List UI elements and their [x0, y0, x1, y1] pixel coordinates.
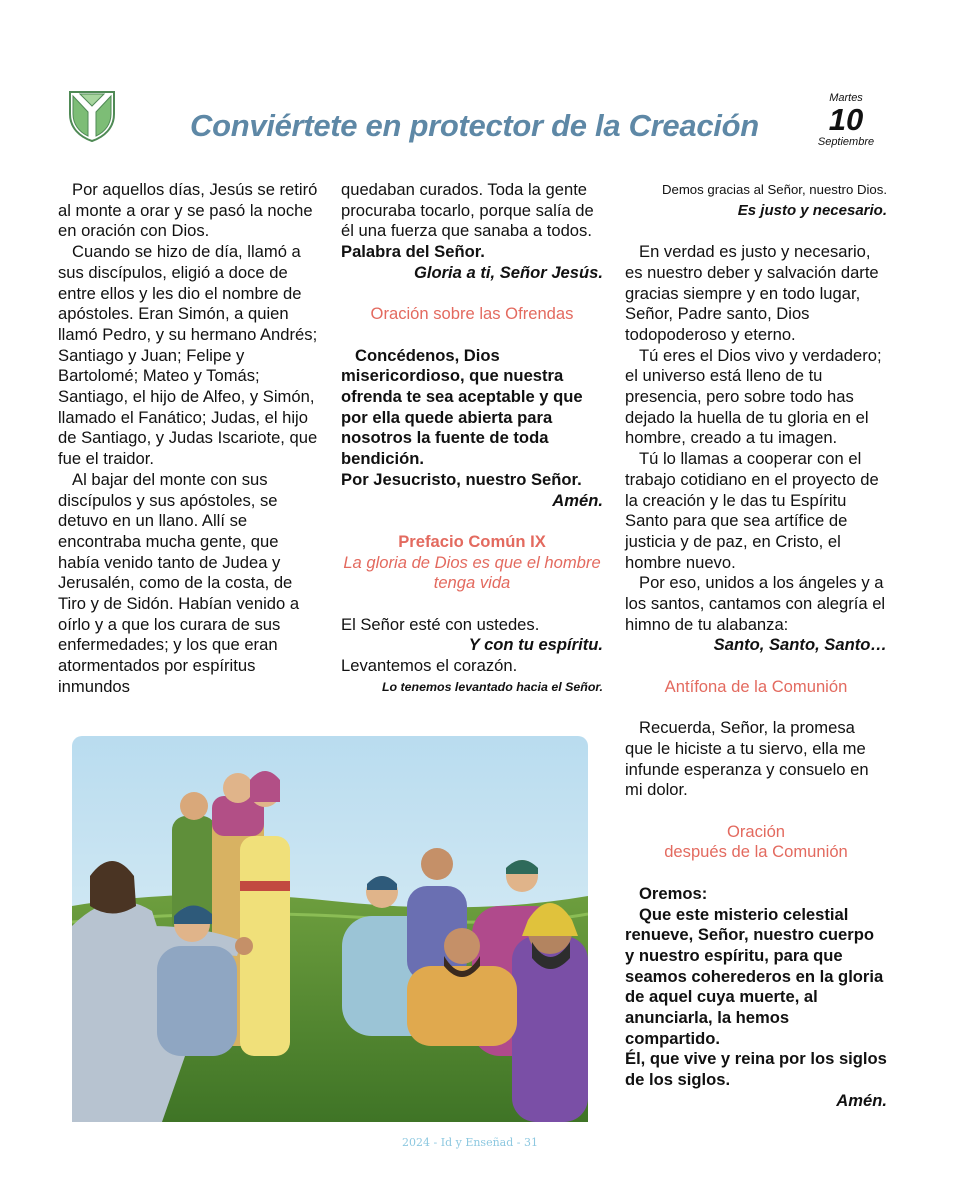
gospel-response: Gloria a ti, Señor Jesús. — [413, 262, 603, 282]
preface-subtitle: La gloria de Dios es que el hombre tenga vida — [343, 552, 601, 593]
date-block — [810, 92, 882, 148]
offerings-heading: Oración sobre las Ofrendas — [370, 304, 574, 324]
preface-paragraph: Por eso, unidos a los ángeles y a los santos, cantamos con alegría el himno de tu alabanza: — [625, 573, 886, 634]
gospel-paragraph: Por aquellos días, Jesús se retiró al monte a orar y se pasó la noche en oración con Dios. — [58, 180, 318, 241]
communion-antiphon-heading: Antífona de la Comunión — [664, 676, 848, 696]
page-title: Conviértete en protector de la Creación — [190, 108, 759, 143]
right-column — [625, 180, 887, 1112]
page-footer: 2024 - Id y Enseñad - 31 — [402, 1136, 538, 1149]
date-month: Septiembre — [817, 136, 875, 148]
gospel-paragraph: Cuando se hizo de día, llamó a sus discípulos, eligió a doce de entre ellos y les dio el nombre de apóstoles. Eran Simón, a quien llamó Pedro, y su hermano Andrés; Santiago y Juan; Felipe y Bartolomé; Mateo y Tomás; Santiago, el hijo de Alfeo, y Simón, llamado el Fanático; Judas, el hijo de Santiago, y Judas Iscariote, que fue el traidor. — [58, 242, 318, 469]
gospel-column — [58, 180, 320, 698]
jesus-and-disciples-illustration — [72, 736, 588, 1122]
post-communion-heading: después de la Comunión — [664, 842, 848, 862]
communion-antiphon-text: Recuerda, Señor, la promesa que le hiciste a tu siervo, ella me infunde esperanza y consuelo en mi dolor. — [625, 718, 869, 800]
preface-dialogue: Demos gracias al Señor, nuestro Dios. — [661, 182, 887, 197]
preface-dialogue: El Señor esté con ustedes. — [341, 614, 540, 634]
preface-response: Lo tenemos levantado hacia el Señor. — [381, 679, 603, 694]
preface-sanctus: Santo, Santo, Santo… — [713, 635, 887, 655]
post-communion-ending: Él, que vive y reina por los siglos de los siglos. — [625, 1049, 887, 1090]
date-weekday: Martes — [829, 92, 863, 104]
preface-heading: Prefacio Común IX — [398, 531, 546, 551]
post-communion-prayer: Que este misterio celestial renueve, Señor, nuestro cuerpo y nuestro espíritu, para que seamos coherederos en la gloria de aquel cuya muerte, al anunciarla, la hemos compartido. — [625, 904, 884, 1048]
gospel-paragraph: Al bajar del monte con sus discípulos y sus apóstoles, se detuvo en un llano. Allí se encontraba mucha gente, que había venido tanto de Judea y Jerusalén, como de la costa, de Tiro y de Sidón. Habían venido a oírlo y a que los curara de sus enfermedades; y los que eran atormentados por espíritus inmundos — [58, 469, 300, 696]
offerings-amen: Amén. — [552, 490, 603, 510]
middle-column — [341, 180, 603, 698]
offerings-prayer: Concédenos, Dios misericordioso, que nuestra ofrenda te sea aceptable y que por ella quede abierta para nosotros la fuente de toda bendición. — [341, 345, 583, 469]
preface-paragraph: Tú lo llamas a cooperar con el trabajo cotidiano en el proyecto de la creación y le das tu Espíritu Santo para que sea artífice de justicia y de paz, en Cristo, el hombre nuevo. — [625, 449, 879, 572]
offerings-ending: Por Jesucristo, nuestro Señor. — [341, 469, 582, 489]
gospel-closing: Palabra del Señor. — [341, 242, 485, 262]
post-communion-oremos: Oremos: — [639, 883, 708, 903]
date-day: 10 — [828, 102, 864, 137]
gospel-paragraph: quedaban curados. Toda la gente procuraba tocarlo, porque salía de él una fuerza que sanaba a todos. — [341, 180, 594, 241]
preface-dialogue: Levantemos el corazón. — [341, 656, 518, 676]
preface-paragraph: En verdad es justo y necesario, es nuestro deber y salvación darte gracias siempre y en todo lugar, Señor, Padre santo, Dios todopoderoso y eterno. — [625, 242, 879, 344]
post-communion-amen: Amén. — [836, 1090, 887, 1110]
post-communion-heading: Oración — [726, 821, 786, 841]
preface-response: Y con tu espíritu. — [468, 635, 603, 655]
publisher-logo-icon — [68, 90, 116, 142]
preface-response: Es justo y necesario. — [737, 201, 887, 219]
preface-paragraph: Tú eres el Dios vivo y verdadero; el universo está lleno de tu presencia, pero sobre todo has dejado la huella de tu gloria en el hombre, creado a tu imagen. — [625, 345, 882, 448]
